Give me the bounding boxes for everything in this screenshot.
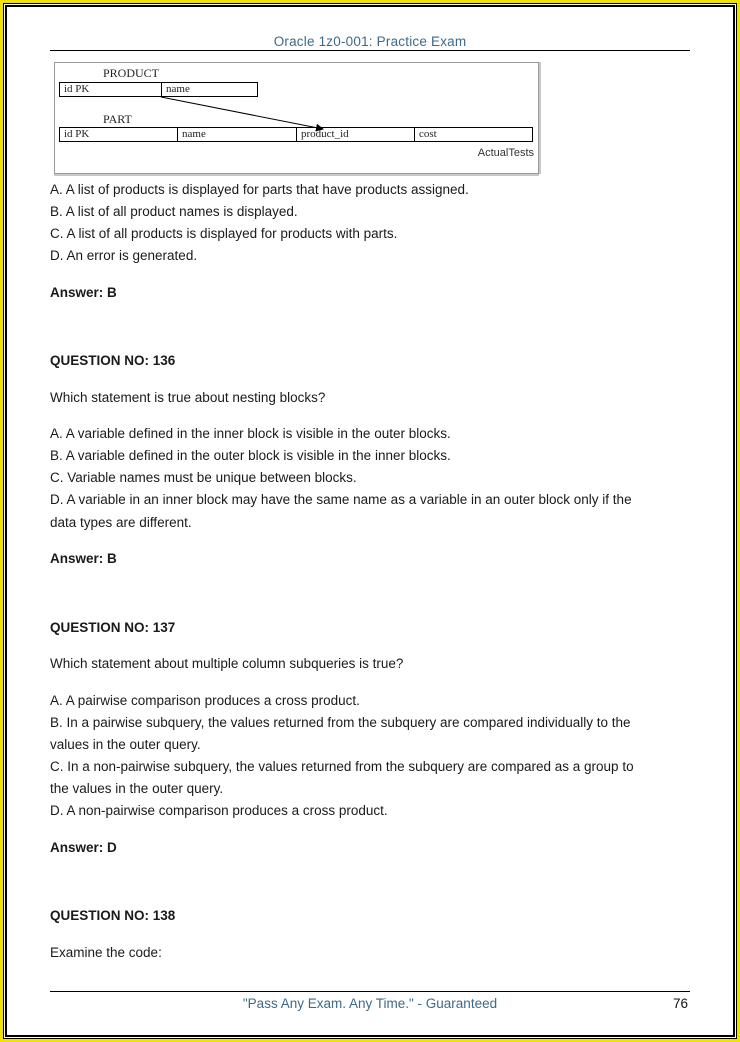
q137-option-a: A. A pairwise comparison produces a cross product. [50, 693, 360, 708]
footer-slogan: "Pass Any Exam. Any Time." - Guaranteed [242, 996, 498, 1011]
q136-option-b: B. A variable defined in the outer block is visible in the inner blocks. [50, 448, 451, 463]
q136-question: Which statement is true about nesting blocks? [50, 390, 326, 405]
q136-option-d-cont: data types are different. [50, 515, 192, 530]
q135-option-a: A. A list of products is displayed for parts that have products assigned. [50, 182, 469, 197]
q136-option-a: A. A variable defined in the inner block is visible in the outer blocks. [50, 426, 451, 441]
q136-title: QUESTION NO: 136 [50, 353, 176, 368]
q137-option-b-cont: values in the outer query. [50, 737, 201, 752]
product-col-name: name [161, 82, 258, 97]
q135-option-d: D. An error is generated. [50, 248, 198, 263]
q136-option-c: C. Variable names must be unique between blocks. [50, 470, 357, 485]
q135-answer: Answer: B [50, 285, 117, 300]
part-table-label: PART [103, 112, 132, 126]
q138-question: Examine the code: [50, 945, 162, 960]
q135-option-b: B. A list of all product names is displayed. [50, 204, 298, 219]
q137-option-c: C. In a non-pairwise subquery, the values returned from the subquery are compared as a group to [50, 759, 634, 774]
part-col-cost: cost [414, 127, 533, 142]
footer-rule [50, 991, 690, 992]
q137-question: Which statement about multiple column subqueries is true? [50, 656, 404, 671]
q137-answer: Answer: D [50, 840, 117, 855]
page-header: Oracle 1z0-001: Practice Exam [50, 34, 690, 51]
page-number: 76 [672, 996, 688, 1011]
q137-option-c-cont: the values in the outer query. [50, 781, 224, 796]
q137-title: QUESTION NO: 137 [50, 620, 176, 635]
q138-title: QUESTION NO: 138 [50, 908, 176, 923]
part-col-id: id PK [59, 127, 178, 142]
part-col-product-id: product_id [296, 127, 415, 142]
product-col-id: id PK [59, 82, 162, 97]
diagram-watermark: ActualTests [477, 147, 534, 159]
product-table-label: PRODUCT [103, 66, 160, 80]
q136-option-d: D. A variable in an inner block may have the same name as a variable in an outer block only if the [50, 492, 632, 507]
q135-option-c: C. A list of all products is displayed for products with parts. [50, 226, 398, 241]
q137-option-d: D. A non-pairwise comparison produces a cross product. [50, 803, 388, 818]
part-col-name: name [177, 127, 297, 142]
er-diagram [54, 62, 539, 174]
q137-option-b: B. In a pairwise subquery, the values returned from the subquery are compared individually to the [50, 715, 631, 730]
q136-answer: Answer: B [50, 551, 117, 566]
